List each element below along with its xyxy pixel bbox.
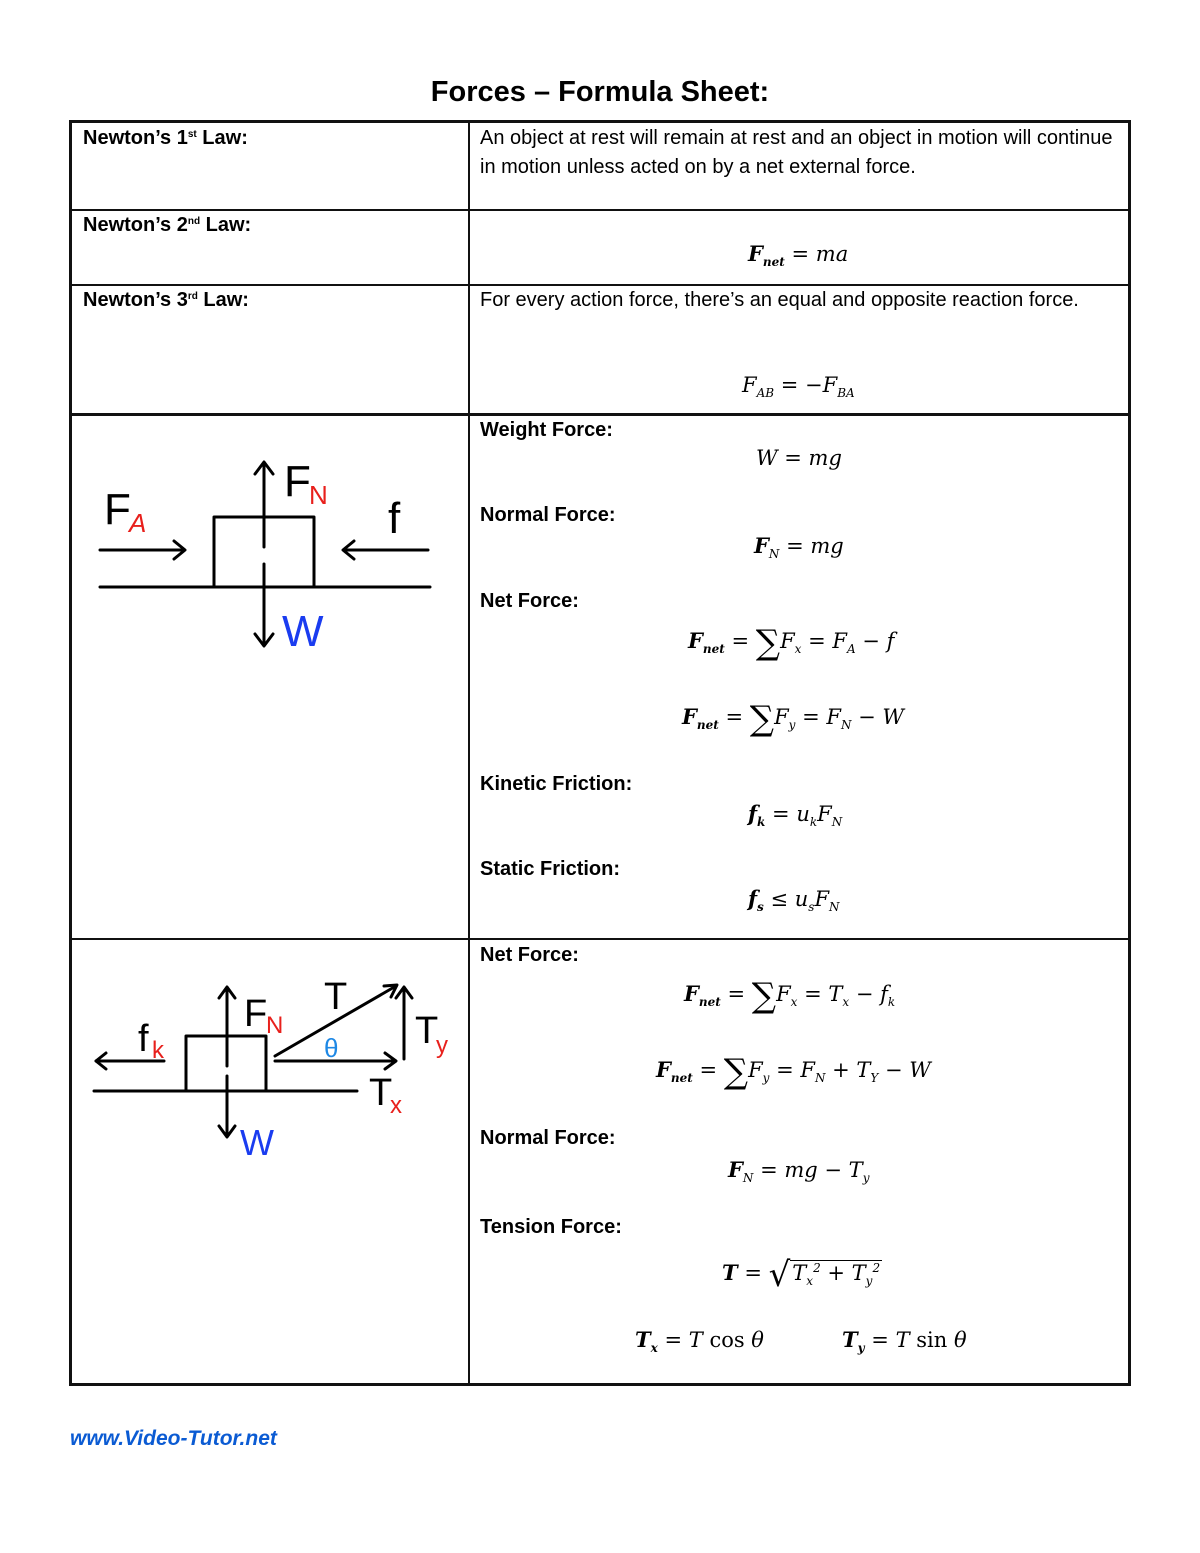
page-title: Forces – Formula Sheet:	[430, 76, 770, 108]
normal-force-formula-2: $F_N$ = mg − $T_y$	[728, 1157, 870, 1186]
tension-y-label: T	[415, 1010, 439, 1052]
normal-force-label: F	[244, 993, 268, 1035]
free-body-diagram-tension	[72, 941, 467, 1381]
website-link[interactable]: www.Video-Tutor.net	[70, 1427, 277, 1450]
kinetic-friction-label: f	[138, 1018, 149, 1060]
newton-first-law-label: Newton’s 1st Law:	[83, 127, 248, 149]
free-body-diagram-horizontal	[72, 416, 467, 936]
normal-force-subscript: N	[266, 1012, 284, 1039]
tension-magnitude-formula: $T = √T_x^2 + T_y^2$	[722, 1255, 881, 1295]
row-divider	[72, 209, 1128, 211]
newton-second-law-formula: $F_{net}$ = ma	[748, 241, 849, 270]
tension-force-label: Tension Force:	[480, 1216, 622, 1238]
newton-third-law-label: Newton’s 3rd Law:	[83, 289, 249, 311]
net-force-x-formula: $F_{net} = \sum F_x = F_A - f$	[688, 623, 895, 663]
normal-force-label: Normal Force:	[480, 504, 616, 526]
normal-force-subscript: N	[309, 480, 328, 510]
column-divider	[468, 123, 470, 1383]
weight-force-label: Weight Force:	[480, 419, 613, 441]
kinetic-friction-formula: $f_k = u_kF_N$	[748, 801, 843, 830]
applied-force-label: F	[104, 485, 131, 534]
net-force-y-formula-2: $F_{net} = \sum F_y = F_N + T_Y - W$	[656, 1052, 931, 1092]
normal-force-label-2: Normal Force:	[480, 1127, 616, 1149]
row-divider	[72, 938, 1128, 940]
net-force-label: Net Force:	[480, 590, 579, 612]
formula-table	[69, 120, 1131, 1386]
tension-y-subscript: y	[436, 1032, 448, 1059]
newton-third-law-formula: $F_{AB} = -F_{BA}$	[742, 373, 855, 401]
normal-force-formula: $F_N$ = mg	[754, 533, 844, 562]
static-friction-label: Static Friction:	[480, 858, 621, 880]
weight-label: W	[282, 607, 324, 656]
applied-force-subscript: A	[129, 508, 147, 538]
tension-x-subscript: x	[390, 1092, 402, 1119]
newton-third-law-text: For every action force, there’s an equal and opposite reaction force.	[480, 289, 1079, 311]
newton-second-law-label: Newton’s 2nd Law:	[83, 214, 252, 236]
newton-first-law-text: An object at rest will remain at rest and an object in motion will continue in motion unless acted on by a net external force.	[480, 127, 1113, 178]
tension-x-label: T	[369, 1072, 393, 1114]
friction-label: f	[388, 494, 401, 543]
weight-force-formula: W = mg	[756, 446, 842, 470]
tension-x-formula: $T_x = T$ cos θ	[635, 1327, 764, 1356]
tension-label: T	[324, 976, 348, 1018]
kinetic-friction-subscript: k	[152, 1037, 164, 1064]
theta-label: θ	[324, 1033, 339, 1063]
normal-force-label: F	[284, 457, 311, 506]
kinetic-friction-label: Kinetic Friction:	[480, 773, 633, 795]
net-force-y-formula: $F_{net} = \sum F_y = F_N - W$	[682, 699, 904, 739]
weight-label: W	[240, 1122, 274, 1163]
tension-y-formula: $T_y = T$ sin θ	[842, 1327, 967, 1356]
static-friction-formula: $f_s \le u_sF_N$	[748, 886, 840, 915]
net-force-label-2: Net Force:	[480, 944, 579, 966]
net-force-x-formula-2: $F_{net} = \sum F_x = T_x - f_k$	[684, 976, 896, 1016]
